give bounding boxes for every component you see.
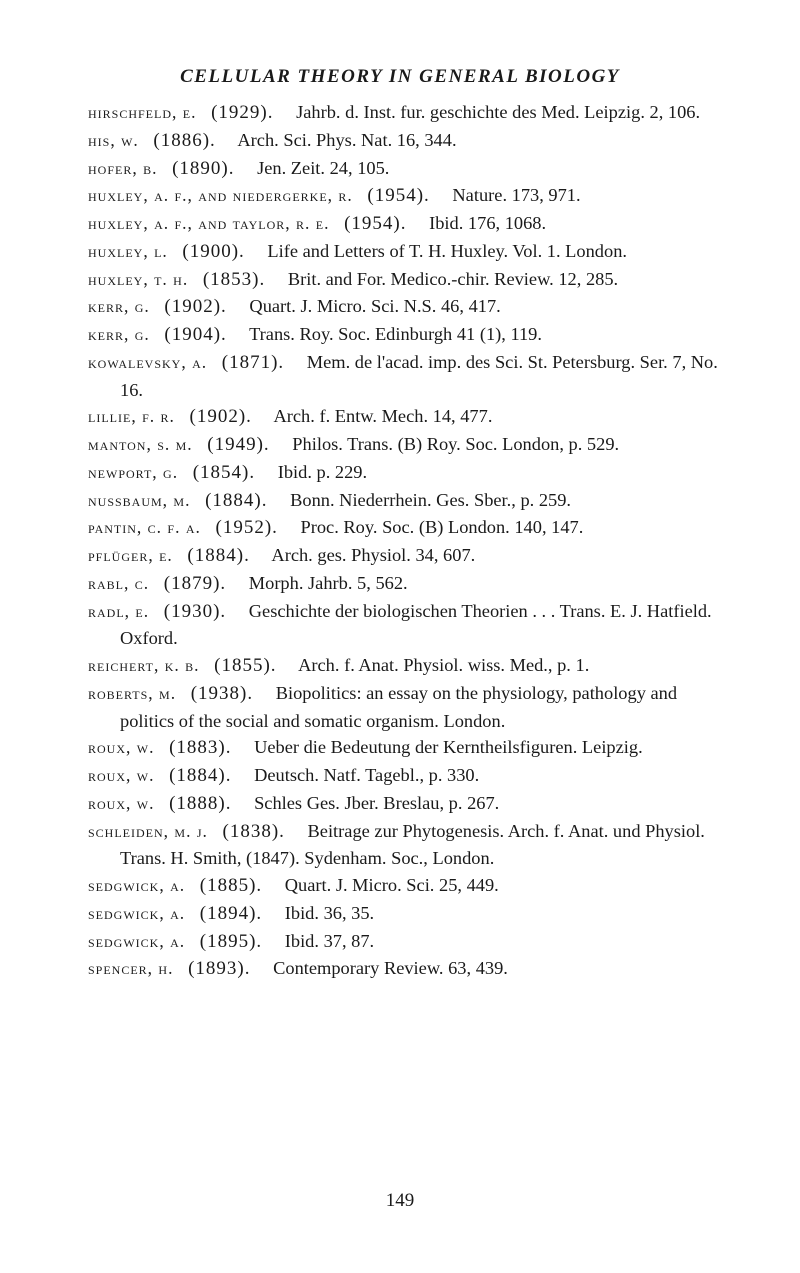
reference-entry xyxy=(88,266,718,294)
reference-entry xyxy=(88,598,718,653)
reference-citation: Jahrb. d. Inst. fur. geschichte des Med. Leipzig. 2, 106. xyxy=(296,102,701,122)
reference-year: ( 1884 ). xyxy=(205,490,267,511)
reference-year: ( 1930 ). xyxy=(164,601,226,622)
reference-year: ( 1888 ). xyxy=(169,793,231,814)
reference-citation: Trans. Roy. Soc. Edinburgh 41 (1), 119. xyxy=(249,324,542,344)
reference-year: ( 1854 ). xyxy=(193,462,255,483)
reference-year: ( 1938 ). xyxy=(191,683,253,704)
reference-year: ( 1890 ). xyxy=(172,158,234,179)
reference-author: roux, w. xyxy=(88,737,155,758)
reference-entry xyxy=(88,872,718,900)
reference-citation: Morph. Jahrb. 5, 562. xyxy=(248,572,408,593)
reference-author: huxley, l. xyxy=(88,240,168,261)
reference-year: ( 1883 ). xyxy=(169,737,231,758)
reference-entry xyxy=(88,900,718,928)
reference-author: roberts, m. xyxy=(88,682,177,703)
reference-entry xyxy=(88,928,718,956)
reference-citation: Deutsch. Natf. Tagebl., p. 330. xyxy=(254,765,480,785)
reference-entry xyxy=(88,293,718,321)
reference-citation: Schles Ges. Jber. Breslau, p. 267. xyxy=(254,792,500,813)
reference-entry xyxy=(88,652,718,680)
reference-author: radl, e. xyxy=(88,600,150,621)
reference-year: ( 1884 ). xyxy=(169,765,231,786)
reference-author: nussbaum, m. xyxy=(88,489,191,510)
reference-citation: Jen. Zeit. 24, 105. xyxy=(257,157,390,178)
reference-author: roux, w. xyxy=(88,792,155,813)
reference-entry xyxy=(88,99,718,127)
reference-author: huxley, t. h. xyxy=(88,268,189,289)
reference-citation: Mem. de l'acad. imp. des Sci. St. Petersburg. Ser. 7, No. 16. xyxy=(120,351,723,400)
reference-year: ( 1952 ). xyxy=(215,517,277,538)
reference-entry xyxy=(88,238,718,266)
reference-year: ( 1871 ). xyxy=(222,352,284,373)
reference-year: ( 1855 ). xyxy=(214,655,276,676)
reference-list xyxy=(88,99,723,983)
reference-author: his, w. xyxy=(88,129,139,150)
reference-year: ( 1893 ). xyxy=(188,958,250,979)
reference-citation: Proc. Roy. Soc. (B) London. 140, 147. xyxy=(300,517,584,538)
reference-author: rabl, c. xyxy=(88,572,150,593)
reference-citation: Arch. ges. Physiol. 34, 607. xyxy=(271,545,476,565)
reference-citation: Philos. Trans. (B) Roy. Soc. London, p. 529. xyxy=(292,434,620,454)
reference-entry xyxy=(88,403,718,431)
reference-author: spencer, h. xyxy=(88,958,174,979)
reference-citation: Beitrage zur Phytogenesis. Arch. f. Anat. und Physiol. Trans. H. Smith, (1847). Sydenham. Soc., London. xyxy=(120,820,710,869)
reference-citation: Arch. f. Anat. Physiol. wiss. Med., p. 1. xyxy=(298,655,590,675)
running-head: CELLULAR THEORY IN GENERAL BIOLOGY xyxy=(180,66,620,87)
reference-year: ( 1929 ). xyxy=(211,102,273,123)
reference-citation: Quart. J. Micro. Sci. N.S. 46, 417. xyxy=(249,296,501,317)
reference-citation: Arch. Sci. Phys. Nat. 16, 344. xyxy=(237,129,457,150)
reference-author: sedgwick, a. xyxy=(88,930,186,951)
reference-entry xyxy=(88,734,718,762)
reference-year: ( 1884 ). xyxy=(187,545,249,566)
reference-entry xyxy=(88,210,718,238)
reference-citation: Ibid. 176, 1068. xyxy=(429,213,547,233)
reference-author: kowalevsky, a. xyxy=(88,351,208,372)
reference-citation: Nature. 173, 971. xyxy=(452,185,581,206)
reference-year: ( 1853 ). xyxy=(203,269,265,290)
reference-entry xyxy=(88,762,718,790)
reference-year: ( 1900 ). xyxy=(182,241,244,262)
reference-entry xyxy=(88,818,718,873)
reference-citation: Brit. and For. Medico.-chir. Review. 12, 285. xyxy=(287,268,619,289)
reference-entry xyxy=(88,955,718,983)
reference-author: kerr, g. xyxy=(88,324,150,344)
reference-year: ( 1954 ). xyxy=(367,185,429,206)
reference-citation: Ibid. 36, 35. xyxy=(284,902,375,923)
reference-year: ( 1886 ). xyxy=(153,130,215,151)
reference-author: sedgwick, a. xyxy=(88,875,186,895)
reference-author: manton, s. m. xyxy=(88,434,193,454)
reference-entry xyxy=(88,155,718,183)
reference-citation: Bonn. Niederrhein. Ges. Sber., p. 259. xyxy=(290,489,572,510)
reference-author: newport, g. xyxy=(88,461,179,482)
reference-entry xyxy=(88,349,723,404)
reference-entry xyxy=(88,542,718,570)
reference-entry xyxy=(88,459,718,487)
reference-citation: Ibid. p. 229. xyxy=(277,461,368,482)
reference-entry xyxy=(88,182,718,210)
reference-author: kerr, g. xyxy=(88,296,150,317)
reference-year: ( 1904 ). xyxy=(164,324,226,345)
reference-author: huxley, a. f., and taylor, r. e. xyxy=(88,213,330,233)
reference-author: sedgwick, a. xyxy=(88,902,186,923)
reference-year: ( 1954 ). xyxy=(344,213,406,234)
reference-citation: Arch. f. Entw. Mech. 14, 477. xyxy=(273,406,493,427)
reference-year: ( 1879 ). xyxy=(164,573,226,594)
reference-entry xyxy=(88,790,718,818)
reference-author: pantin, c. f. a. xyxy=(88,517,201,538)
reference-entry xyxy=(88,570,718,598)
reference-citation: Biopolitics: an essay on the physiology, pathology and politics of the social and somatic organism. London. xyxy=(120,682,682,731)
reference-entry xyxy=(88,680,718,735)
reference-citation: Ibid. 37, 87. xyxy=(284,930,375,951)
reference-author: pflüger, e. xyxy=(88,545,173,565)
reference-author: hirschfeld, e. xyxy=(88,102,197,122)
reference-author: roux, w. xyxy=(88,765,155,785)
reference-year: ( 1894 ). xyxy=(200,903,262,924)
reference-entry xyxy=(88,321,718,349)
reference-year: ( 1885 ). xyxy=(200,875,262,896)
reference-entry xyxy=(88,487,718,515)
reference-author: reichert, k. b. xyxy=(88,655,200,675)
reference-year: ( 1902 ). xyxy=(164,296,226,317)
reference-citation: Quart. J. Micro. Sci. 25, 449. xyxy=(284,875,499,895)
reference-citation: Ueber die Bedeutung der Kerntheilsfiguren. Leipzig. xyxy=(254,737,643,758)
reference-citation: Life and Letters of T. H. Huxley. Vol. 1. London. xyxy=(267,240,627,261)
reference-year: ( 1949 ). xyxy=(207,434,269,455)
reference-year: ( 1902 ). xyxy=(189,406,251,427)
reference-author: lillie, f. r. xyxy=(88,406,175,427)
reference-year: ( 1895 ). xyxy=(200,931,262,952)
page-number: 149 xyxy=(385,1190,415,1211)
reference-entry xyxy=(88,431,718,459)
reference-year: ( 1838 ). xyxy=(223,821,285,842)
reference-author: hofer, b. xyxy=(88,157,158,178)
reference-citation: Contemporary Review. 63, 439. xyxy=(273,958,508,979)
reference-author: huxley, a. f., and niedergerke, r. xyxy=(88,185,353,206)
reference-citation: Geschichte der biologischen Theorien . . . Trans. E. J. Hatfield. Oxford. xyxy=(120,600,717,649)
reference-entry xyxy=(88,127,718,155)
reference-author: schleiden, m. j. xyxy=(88,820,208,841)
reference-entry xyxy=(88,514,718,542)
